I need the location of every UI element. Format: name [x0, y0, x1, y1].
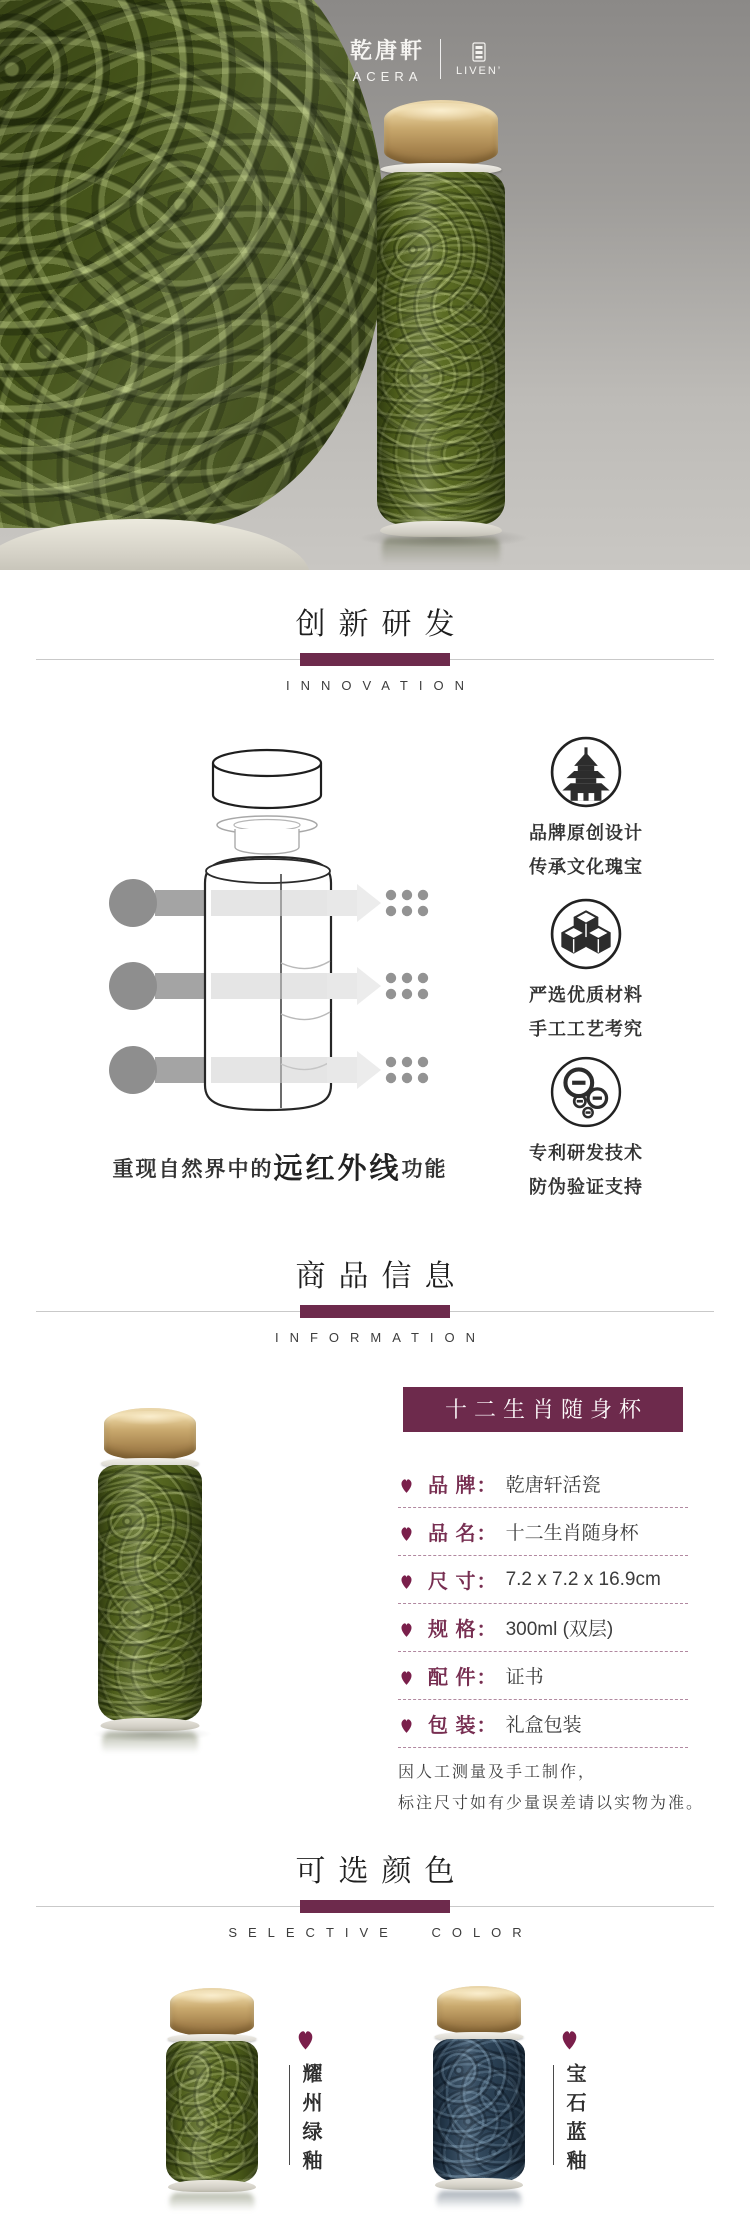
infrared-source-dots: [109, 879, 157, 1094]
caption-prefix: 重现自然界中的: [112, 1158, 274, 1181]
color-option-blue-cup: [433, 1986, 525, 2214]
cup-body-blue: [433, 2039, 525, 2181]
feature-line2: 防伪验证支持: [529, 1177, 643, 1197]
label-rule: [553, 2065, 554, 2165]
innovation-header: [0, 607, 750, 693]
gold-lid: [437, 1986, 521, 2034]
brand-divider: [440, 39, 441, 79]
liven-seal-icon: [472, 42, 486, 62]
spec-row-package: [398, 1700, 688, 1748]
selective-color-header: [0, 1854, 750, 1940]
gold-lid: [384, 100, 498, 166]
ion-circles-icon: [549, 1055, 623, 1129]
spec-value: 7.2 x 7.2 x 16.9cm: [505, 1568, 661, 1590]
glaze-closeup-photo: [0, 0, 385, 528]
feature-line1: 品牌原创设计: [529, 823, 643, 843]
spec-row-brand: [398, 1460, 688, 1508]
spec-value: 礼盒包装: [505, 1715, 582, 1736]
brand-name-en: ACERA: [352, 69, 423, 84]
color-name: 耀州绿釉: [299, 2063, 321, 2179]
cup-base: [168, 2180, 256, 2192]
section-divider: [0, 653, 750, 666]
caption-highlight: 远红外线: [273, 1153, 402, 1185]
drop-icon: [398, 1522, 415, 1542]
spec-label: 尺 寸：: [428, 1571, 498, 1593]
feature-line1: 专利研发技术: [529, 1143, 643, 1163]
spec-value: 证书: [505, 1667, 544, 1688]
brand-name-cn: 乾唐軒: [350, 38, 426, 63]
spec-list: [398, 1460, 688, 1748]
section-title: 商品信息: [295, 1260, 468, 1293]
spec-row-capacity: [398, 1604, 688, 1652]
feature-patent-tech: [496, 1055, 676, 1202]
spec-label: 包 装：: [428, 1715, 498, 1737]
cup-reflection: [102, 1732, 198, 1756]
label-rule: [289, 2065, 290, 2165]
section-subtitle: INFORMATION: [274, 1330, 487, 1345]
drop-icon: [398, 1618, 415, 1638]
feature-line2: 传承文化瑰宝: [529, 857, 643, 877]
section-subtitle: INNOVATION: [286, 678, 475, 693]
info-product-cup: [98, 1408, 202, 1758]
cubes-icon: [549, 897, 623, 971]
spec-label: 配 件：: [428, 1667, 498, 1689]
hero-photo: [0, 0, 750, 570]
drop-icon: [558, 2024, 581, 2051]
cup-base: [101, 1718, 200, 1731]
gold-lid: [104, 1408, 196, 1460]
cup-body-green: [98, 1465, 202, 1721]
cup-body-green: [166, 2041, 258, 2183]
hero-product-cup: [377, 100, 505, 570]
drop-icon: [398, 1474, 415, 1494]
spec-row-accessory: [398, 1652, 688, 1700]
brand-sub-name: LIVEN’: [456, 64, 503, 77]
drop-icon: [398, 1570, 415, 1590]
divider-accent-bar: [300, 653, 450, 666]
color-option-green-cup: [166, 1988, 258, 2216]
cup-reflection: [382, 538, 500, 568]
feature-line2: 手工工艺考究: [529, 1019, 643, 1039]
note-line2: 标注尺寸如有少量误差请以实物为准。: [398, 1795, 705, 1812]
divider-accent-bar: [300, 1305, 450, 1318]
pagoda-icon: [549, 735, 623, 809]
spec-value: 300ml (双层): [505, 1619, 614, 1640]
section-title: 创新研发: [295, 608, 468, 641]
spec-label: 品 名：: [428, 1523, 498, 1545]
infrared-arrow-heads: [211, 884, 381, 1089]
spec-row-name: [398, 1508, 688, 1556]
cup-reflection: [437, 2191, 522, 2211]
spec-row-size: [398, 1556, 688, 1604]
color-label-green: [284, 2024, 326, 2179]
brand-lockup: [350, 34, 502, 84]
spec-label: 规 格：: [428, 1619, 498, 1641]
measurement-note: [398, 1757, 704, 1819]
product-title: 十二生肖随身杯: [444, 1397, 648, 1422]
cup-reflection: [170, 2193, 255, 2213]
spec-label: 品 牌：: [428, 1475, 498, 1497]
spec-value: 乾唐轩活瓷: [505, 1475, 601, 1496]
color-name-row: [553, 2063, 585, 2179]
gold-lid: [170, 1988, 254, 2036]
drop-icon: [398, 1666, 415, 1686]
brand-liven: [456, 42, 502, 77]
infrared-caption: [50, 1146, 510, 1187]
information-header: [0, 1259, 750, 1345]
product-title-box: [403, 1387, 683, 1432]
section-divider: [0, 1900, 750, 1913]
feature-original-design: [496, 735, 676, 882]
note-line1: 因人工测量及手工制作，: [398, 1764, 597, 1781]
exploded-cup-diagram: [55, 713, 485, 1118]
brand-acera: [350, 34, 425, 84]
divider-accent-bar: [300, 1900, 450, 1913]
drop-icon: [398, 1714, 415, 1734]
caption-suffix: 功能: [401, 1158, 448, 1181]
spec-value: 十二生肖随身杯: [505, 1523, 639, 1544]
section-title: 可选颜色: [295, 1855, 468, 1888]
section-subtitle: SELECTIVE COLOR: [228, 1925, 533, 1940]
section-divider: [0, 1305, 750, 1318]
feature-quality-material: [496, 897, 676, 1044]
drop-icon: [294, 2024, 317, 2051]
cup-base: [380, 521, 502, 537]
color-label-blue: [548, 2024, 590, 2179]
infrared-arrow-stems: [155, 890, 211, 1083]
cup-body-green: [377, 172, 505, 525]
color-name: 宝石蓝釉: [563, 2063, 585, 2179]
feature-line1: 严选优质材料: [529, 985, 643, 1005]
emitted-ion-dots: [386, 890, 428, 1083]
cup-base: [435, 2178, 523, 2190]
color-name-row: [289, 2063, 321, 2179]
